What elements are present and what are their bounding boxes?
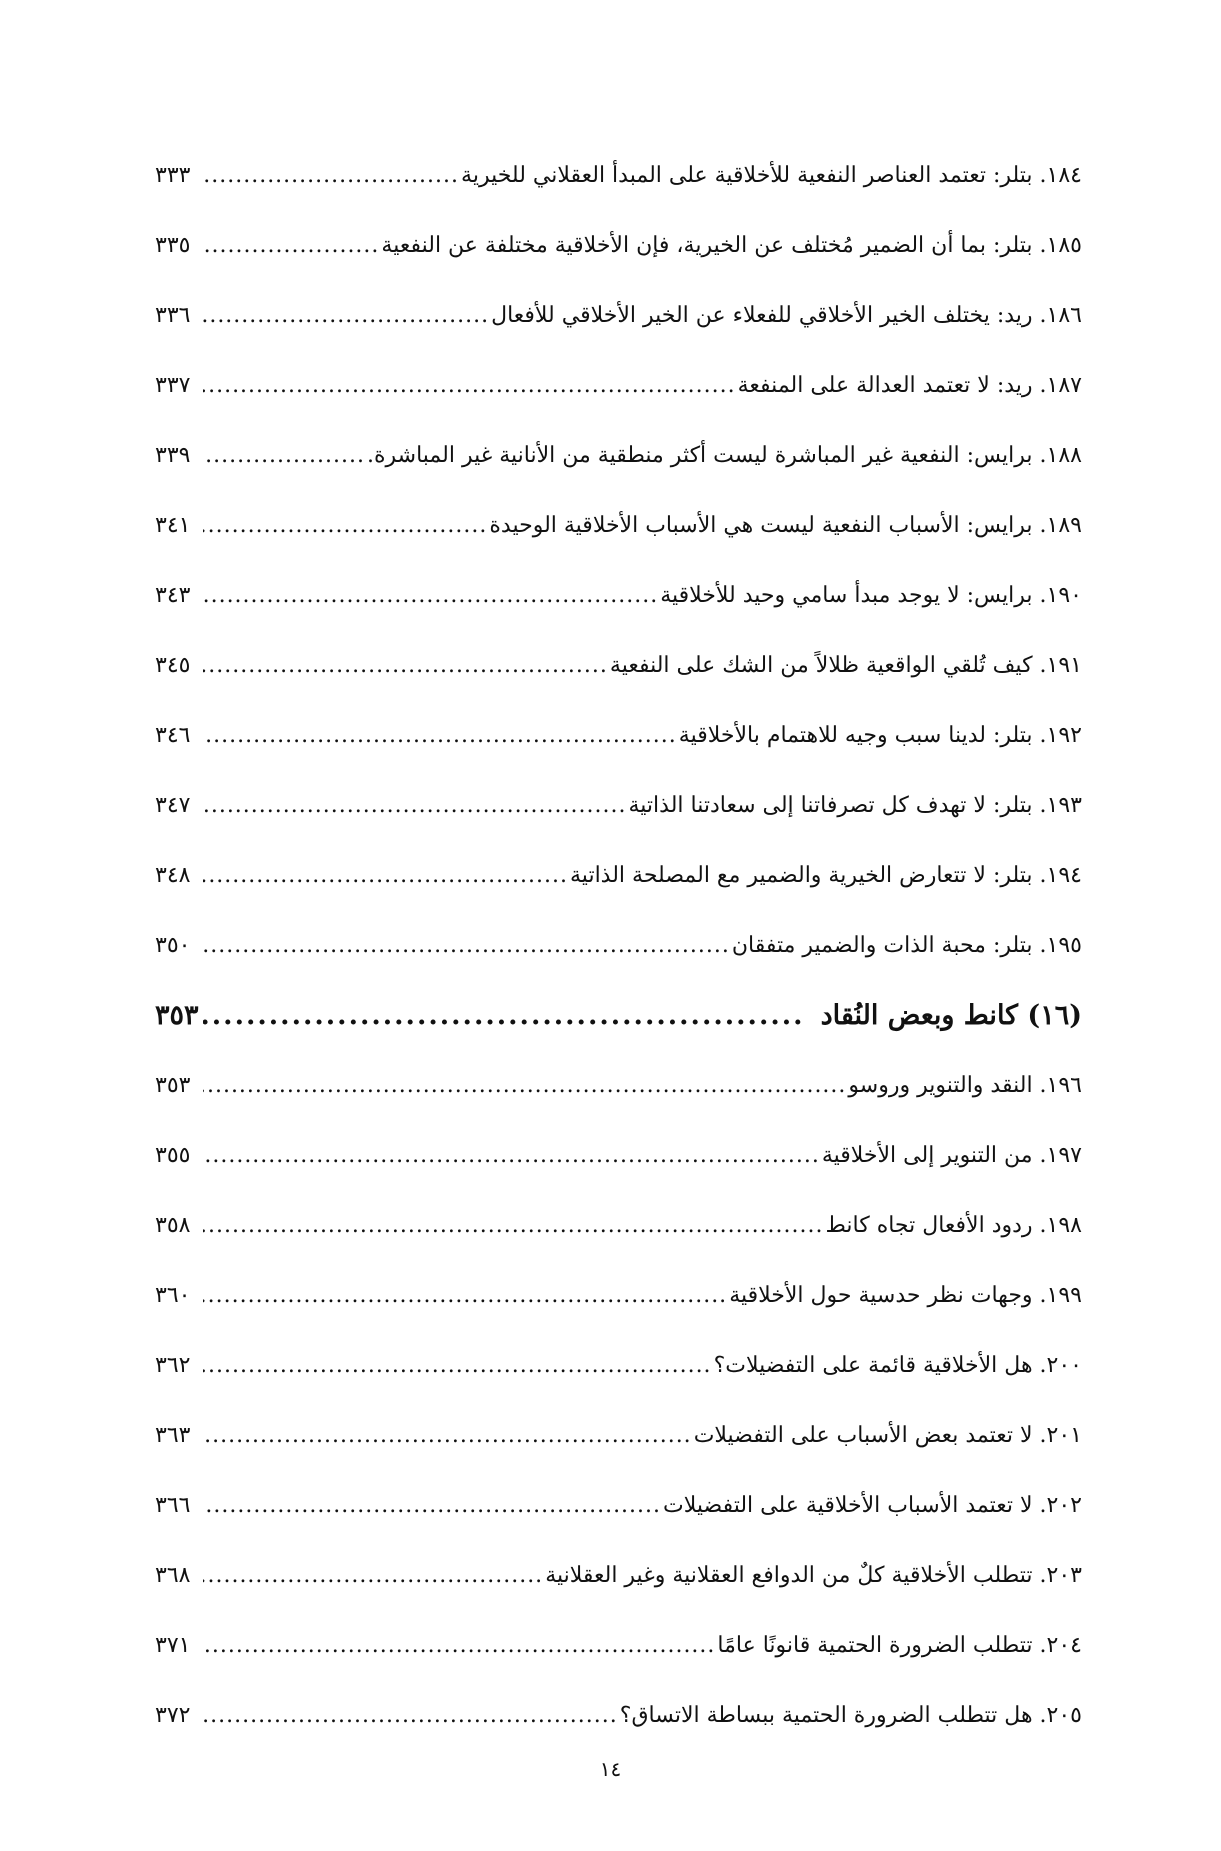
dot-leader [203,1628,715,1664]
dot-leader [203,718,677,754]
toc-entry [155,298,1082,368]
toc-entry [155,1068,1082,1138]
table-of-contents [155,158,1082,1768]
dot-leader [203,1278,727,1314]
toc-entry-title: ٢٠٤. تتطلب الضرورة الحتمية قانونًا عامًا [717,1633,1082,1658]
toc-entry [155,788,1082,858]
chapter-heading [155,998,1082,1068]
toc-entry-title: ٢٠٣. تتطلب الأخلاقية كلٌ من الدوافع العقلانية وغير العقلانية [545,1563,1082,1588]
toc-page-number: ٣٥٥ [155,1143,191,1168]
toc-page-number: ٣٧١ [155,1633,191,1658]
toc-entry [155,858,1082,928]
dot-leader [203,228,379,264]
toc-entry [155,1278,1082,1348]
toc-entry-title: ١٩٦. النقد والتنوير وروسو [848,1073,1082,1098]
toc-page-number: ٣٥٣ [155,1073,191,1098]
toc-entry-title: ١٨٦. ريد: يختلف الخير الأخلاقي للفعلاء عن الخير الأخلاقي للأفعال [491,303,1082,328]
toc-entry [155,228,1082,298]
toc-page-number: ٣٤٨ [155,863,191,888]
toc-page-number: ٣٦٣ [155,1423,191,1448]
toc-page-number: ٣٣٦ [155,303,191,328]
dot-leader [203,928,730,964]
toc-entry [155,1488,1082,1558]
toc-entry-title: ١٩٩. وجهات نظر حدسية حول الأخلاقية [729,1283,1082,1308]
toc-entry-title: ١٩٨. ردود الأفعال تجاه كانط [825,1213,1082,1238]
toc-page-number: ٣٤٥ [155,653,191,678]
page-number: ١٤ [599,1757,622,1781]
toc-entry-title: ١٩١. كيف تُلقي الواقعية ظلالاً من الشك على النفعية [609,653,1082,678]
toc-entry-title: ١٨٤. بتلر: تعتمد العناصر النفعية للأخلاقية على المبدأ العقلاني للخيرية [461,163,1082,188]
toc-page-number: ٣٥٣ [155,1000,199,1031]
dot-leader [203,1558,543,1594]
toc-entry-title: ٢٠١. لا تعتمد بعض الأسباب على التفضيلات [693,1423,1082,1448]
toc-page-number: ٣٧٢ [155,1703,191,1728]
dot-leader [203,578,658,614]
toc-page-number: ٣٦٦ [155,1493,191,1518]
toc-entry-title: ٢٠٢. لا تعتمد الأسباب الأخلاقية على التفضيلات [663,1493,1082,1518]
toc-entry-title: ١٨٧. ريد: لا تعتمد العدالة على المنفعة [737,373,1082,398]
toc-entry [155,578,1082,648]
toc-entry-title: ١٩٠. برايس: لا يوجد مبدأ سامي وحيد للأخلاقية [660,583,1082,608]
toc-entry-title: ١٩٣. بتلر: لا تهدف كل تصرفاتنا إلى سعادتنا الذاتية [628,793,1082,818]
toc-entry-title: ١٨٥. بتلر: بما أن الضمير مُختلف عن الخيرية، فإن الأخلاقية مختلفة عن النفعية [381,233,1082,258]
toc-page-number: ٣٦٨ [155,1563,191,1588]
toc-entry [155,368,1082,438]
toc-entry [155,1348,1082,1418]
toc-entry [155,1418,1082,1488]
toc-page-number: ٣٦٠ [155,1283,191,1308]
toc-page-number: ٣٣٩ [155,443,191,468]
toc-page-number: ٣٥٠ [155,933,191,958]
dot-leader [203,158,459,194]
toc-page-number: ٣٣٥ [155,233,191,258]
toc-entry [155,1558,1082,1628]
toc-entry-title: ٢٠٥. هل تتطلب الضرورة الحتمية ببساطة الاتساق؟ [619,1703,1082,1728]
toc-entry [155,1628,1082,1698]
dot-leader [203,1418,692,1454]
dot-leader [203,1208,824,1244]
toc-page-number: ٣٤٣ [155,583,191,608]
toc-page-number: ٣٣٣ [155,163,191,188]
toc-entry [155,1138,1082,1208]
toc-entry [155,928,1082,998]
toc-page-number: ٣٤٦ [155,723,191,748]
toc-entry-title: ١٩٤. بتلر: لا تتعارض الخيرية والضمير مع المصلحة الذاتية [570,863,1082,888]
dot-leader [203,298,489,334]
dot-leader [203,1698,618,1734]
dot-leader [203,1488,661,1524]
dot-leader [203,648,608,684]
toc-entry-title: ١٨٨. برايس: النفعية غير المباشرة ليست أكثر منطقية من الأنانية غير المباشرة. [366,443,1082,468]
toc-entry-title: ١٨٩. برايس: الأسباب النفعية ليست هي الأسباب الأخلاقية الوحيدة [489,513,1082,538]
toc-page-number: ٣٣٧ [155,373,191,398]
dot-leader [203,508,487,544]
dot-leader [203,998,805,1034]
toc-entry [155,1208,1082,1278]
dot-leader [203,438,365,474]
dot-leader [203,1138,820,1174]
toc-page-number: ٣٤١ [155,513,191,538]
chapter-title: (١٦) كانط وبعض النُقاد [820,1000,1082,1031]
toc-page-number: ٣٥٨ [155,1213,191,1238]
toc-entry-title: ١٩٢. بتلر: لدينا سبب وجيه للاهتمام بالأخلاقية [678,723,1082,748]
toc-entry [155,508,1082,578]
dot-leader [203,788,626,824]
dot-leader [203,368,736,404]
toc-entry [155,438,1082,508]
toc-entry-title: ١٩٧. من التنوير إلى الأخلاقية [821,1143,1082,1168]
toc-entry [155,158,1082,228]
dot-leader [203,1348,712,1384]
dot-leader [203,1068,846,1104]
dot-leader [203,858,568,894]
toc-entry-title: ١٩٥. بتلر: محبة الذات والضمير متفقان [731,933,1082,958]
toc-page-number: ٣٦٢ [155,1353,191,1378]
toc-entry-title: ٢٠٠. هل الأخلاقية قائمة على التفضيلات؟ [713,1353,1082,1378]
toc-entry [155,718,1082,788]
toc-entry [155,648,1082,718]
toc-page-number: ٣٤٧ [155,793,191,818]
